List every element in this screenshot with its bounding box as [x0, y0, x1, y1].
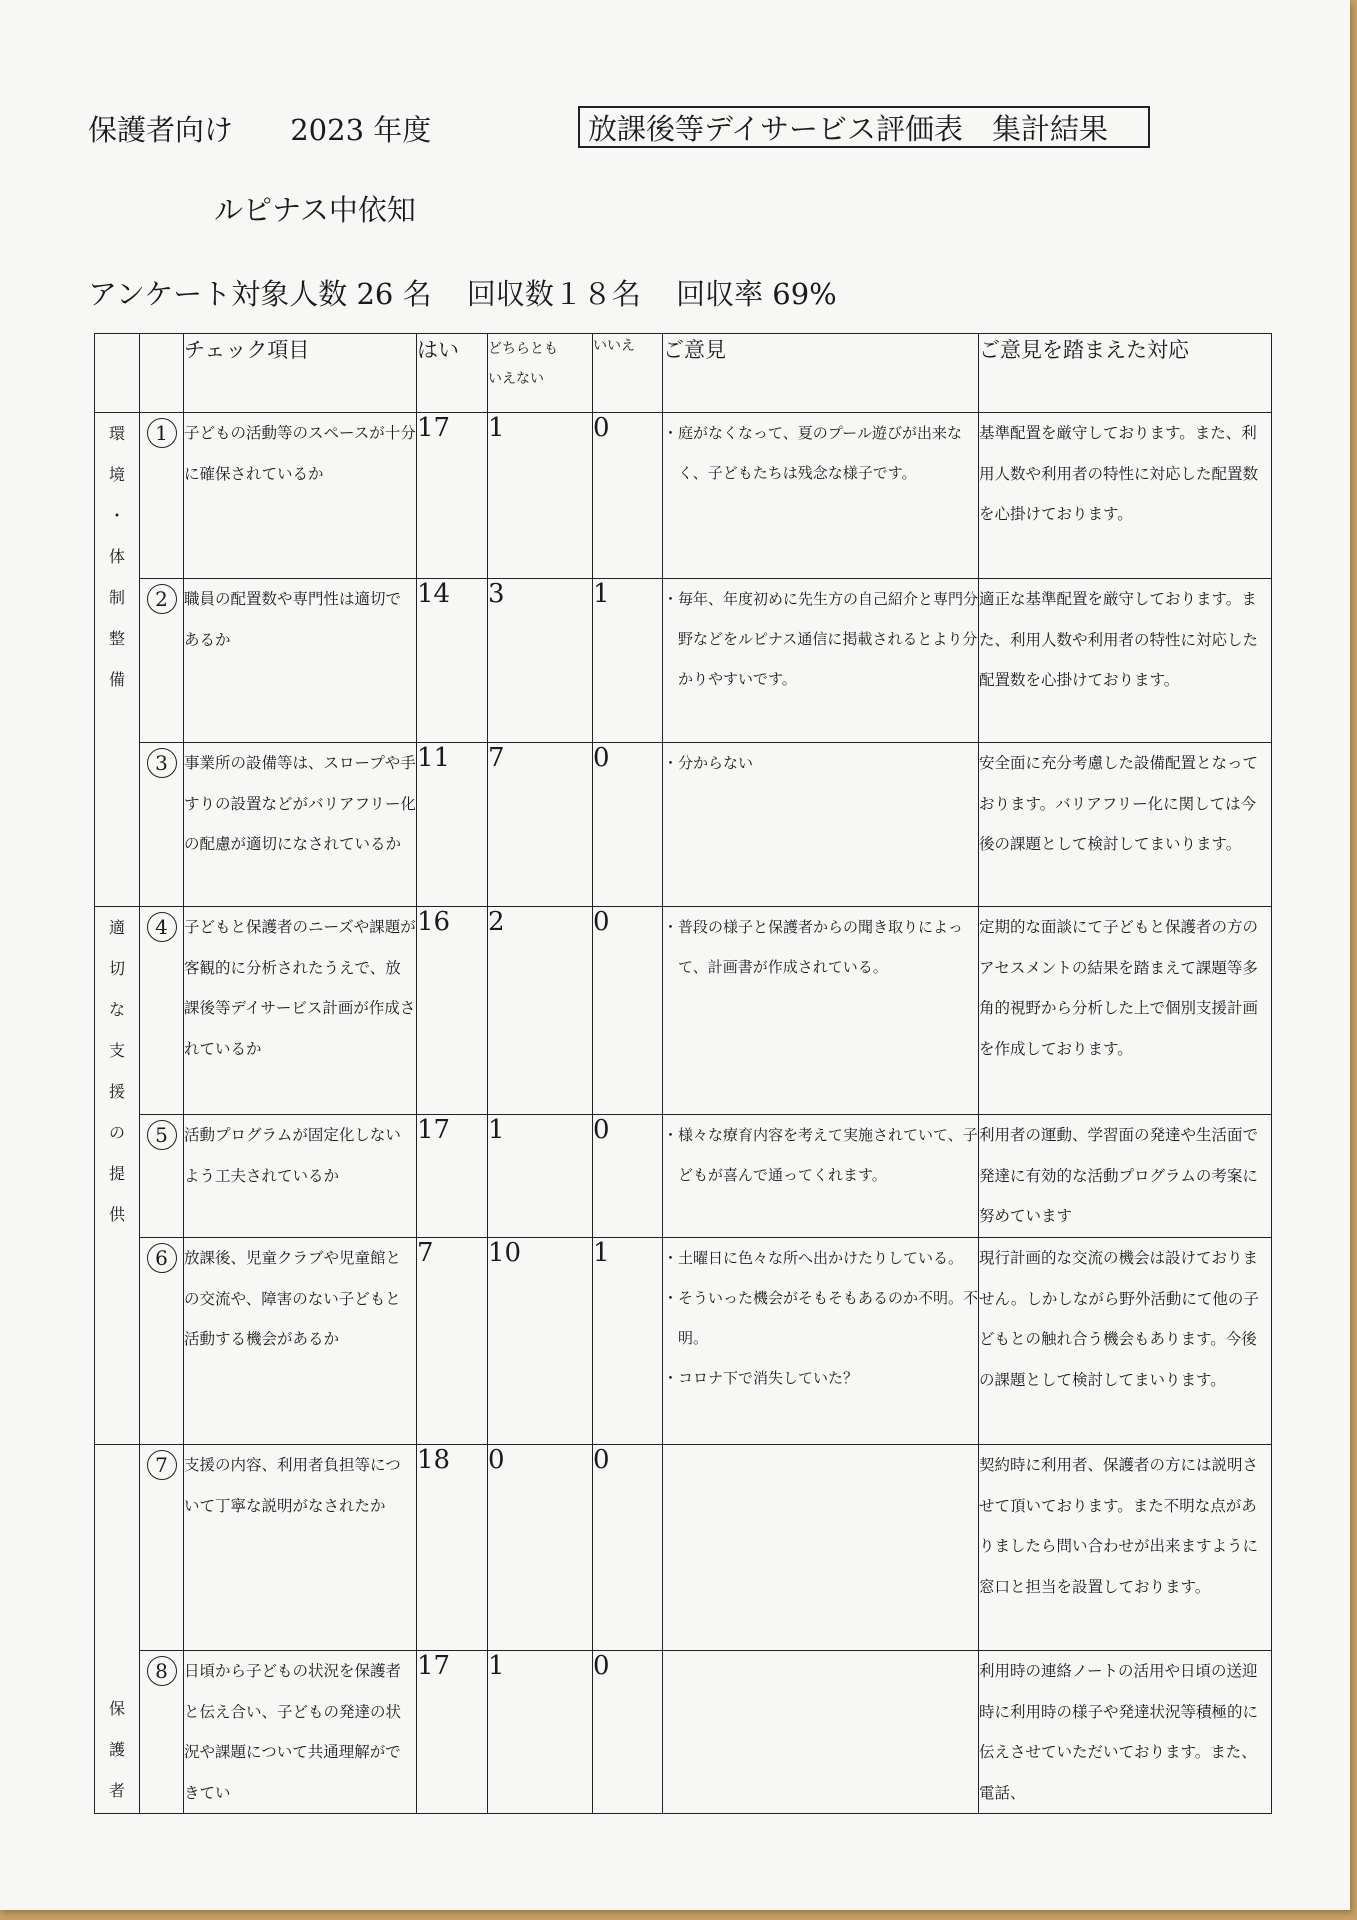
yes-count: 11: [417, 743, 488, 907]
category-char: 支: [108, 1041, 125, 1060]
category-char: 体: [108, 547, 125, 566]
check-item-text: 職員の配置数や専門性は適切であるか: [184, 579, 417, 743]
category-char: な: [108, 1000, 125, 1019]
document-header: [88, 108, 431, 149]
opinion-cell: [663, 907, 979, 1115]
table-row: [95, 743, 1272, 907]
check-item-text: 日頃から子どもの状況を保護者と伝え合い、子どもの発達の状況や課題について共通理解ができてい: [184, 1651, 417, 1814]
check-item-text: 支援の内容、利用者負担等について丁寧な説明がなされたか: [184, 1445, 417, 1651]
neither-count: 7: [488, 743, 593, 907]
item-number: [140, 1115, 184, 1238]
item-number-circle: 6: [147, 1243, 177, 1273]
yes-count: 18: [417, 1445, 488, 1651]
category-guardian: [95, 1445, 140, 1814]
fiscal-year: 2023 年度: [290, 113, 432, 147]
opinion-text: ・毎年、年度初めに先生方の自己紹介と専門分野などをルピナス通信に掲載されるとより分かりやすいです。: [663, 590, 979, 688]
neither-count: 0: [488, 1445, 593, 1651]
response-text: 契約時に利用者、保護者の方には説明させて頂いております。また不明な点がありましたら問い合わせが出来ますように窓口と担当を設置しております。: [979, 1445, 1272, 1651]
header-neither-line1: どちらとも: [488, 341, 558, 357]
no-count: 0: [593, 1115, 663, 1238]
category-char: 適: [108, 918, 125, 937]
no-count: 0: [593, 413, 663, 579]
table-row: [95, 1238, 1272, 1445]
item-number-circle: 1: [147, 418, 177, 448]
no-count: 0: [593, 1651, 663, 1814]
response-text: 安全面に充分考慮した設備配置となっております。バリアフリー化に関しては今後の課題として検討してまいります。: [979, 743, 1272, 907]
header-yes: はい: [417, 334, 488, 413]
survey-returns: 回収数１８名: [466, 277, 641, 311]
no-count: 1: [593, 1238, 663, 1445]
yes-count: 14: [417, 579, 488, 743]
opinion-text: ・普段の様子と保護者からの聞き取りによって、計画書が作成されている。: [663, 918, 964, 976]
check-item-text: 事業所の設備等は、スロープや手すりの設置などがバリアフリー化の配慮が適切になされているか: [184, 743, 417, 907]
item-number-circle: 2: [147, 584, 177, 614]
item-number: [140, 1238, 184, 1445]
category-support: [95, 907, 140, 1445]
table-row: [95, 413, 1272, 579]
response-text: 基準配置を厳守しております。また、利用人数や利用者の特性に対応した配置数を心掛けております。: [979, 413, 1272, 579]
opinion-text: ・土曜日に色々な所へ出かけたりしている。: [663, 1249, 964, 1267]
opinion-text: ・庭がなくなって、夏のプール遊びが出来なく、子どもたちは残念な様子です。: [663, 424, 962, 482]
no-count: 0: [593, 1445, 663, 1651]
table-row: [95, 1445, 1272, 1651]
category-char: の: [108, 1123, 125, 1142]
response-text: 利用者の運動、学習面の発達や生活面で発達に有効的な活動プログラムの考案に努めています: [979, 1115, 1272, 1238]
neither-count: 1: [488, 1651, 593, 1814]
document-title: 放課後等デイサービス評価表 集計結果: [578, 106, 1150, 148]
opinion-cell: [663, 1651, 979, 1814]
neither-count: 1: [488, 413, 593, 579]
item-number: [140, 413, 184, 579]
yes-count: 16: [417, 907, 488, 1115]
category-char: 提: [108, 1164, 125, 1183]
neither-count: 3: [488, 579, 593, 743]
category-char: 護: [108, 1740, 125, 1760]
neither-count: 10: [488, 1238, 593, 1445]
opinion-text: ・そういった機会がそもそもあるのか不明。不明。: [663, 1289, 979, 1347]
table-row: [95, 579, 1272, 743]
opinion-cell: [663, 1445, 979, 1651]
category-char: 備: [108, 670, 125, 689]
opinion-cell: [663, 1115, 979, 1238]
opinion-cell: [663, 1238, 979, 1445]
category-char: 境: [108, 465, 125, 484]
check-item-text: 活動プログラムが固定化しないよう工夫されているか: [184, 1115, 417, 1238]
response-text: 適正な基準配置を厳守しております。また、利用人数や利用者の特性に対応した配置数を心掛けております。: [979, 579, 1272, 743]
item-number-circle: 3: [147, 748, 177, 778]
header-check-item: チェック項目: [184, 334, 417, 413]
yes-count: 17: [417, 1115, 488, 1238]
facility-name: ルピナス中依知: [214, 193, 416, 227]
category-char: ・: [108, 506, 125, 525]
no-count: 0: [593, 743, 663, 907]
survey-rate: 回収率 69%: [676, 277, 837, 311]
category-environment: [95, 413, 140, 907]
table-header-row: [95, 334, 1272, 413]
item-number-circle: 8: [147, 1656, 177, 1686]
category-char: 保: [108, 1699, 125, 1719]
opinion-cell: [663, 413, 979, 579]
yes-count: 17: [417, 413, 488, 579]
opinion-text: ・分からない: [663, 754, 754, 772]
opinion-text: ・コロナ下で消失していた？: [663, 1369, 859, 1387]
header-neither: [488, 334, 593, 413]
item-number: [140, 579, 184, 743]
response-text: 定期的な面談にて子どもと保護者の方のアセスメントの結果を踏まえて課題等多角的視野から分析した上で個別支援計画を作成しております。: [979, 907, 1272, 1115]
category-char: 制: [108, 588, 125, 607]
table-row: [95, 1115, 1272, 1238]
category-char: 環: [108, 424, 125, 443]
header-neither-line2: いえない: [488, 371, 544, 387]
response-text: 現行計画的な交流の機会は設けておりません。しかしながら野外活動にて他の子どもとの触れ合う機会もあります。今後の課題として検討してまいります。: [979, 1238, 1272, 1445]
item-number: [140, 1445, 184, 1651]
check-item-text: 放課後、児童クラブや児童館との交流や、障害のない子どもと活動する機会があるか: [184, 1238, 417, 1445]
neither-count: 2: [488, 907, 593, 1115]
category-char: 援: [108, 1082, 125, 1101]
category-char: 者: [108, 1781, 125, 1801]
table-row: [95, 907, 1272, 1115]
survey-summary: [88, 272, 863, 313]
survey-targets: アンケート対象人数 26 名: [88, 277, 432, 311]
item-number-circle: 7: [147, 1450, 177, 1480]
item-number-circle: 5: [147, 1120, 177, 1150]
header-opinion: ご意見: [663, 334, 979, 413]
header-blank-number: [140, 334, 184, 413]
neither-count: 1: [488, 1115, 593, 1238]
check-item-text: 子どもの活動等のスペースが十分に確保されているか: [184, 413, 417, 579]
evaluation-table: [94, 333, 1272, 1814]
audience-label: 保護者向け: [88, 113, 234, 147]
category-char: 整: [108, 629, 125, 648]
check-item-text: 子どもと保護者のニーズや課題が客観的に分析されたうえで、放課後等デイサービス計画が作成されているか: [184, 907, 417, 1115]
header-no: いいえ: [593, 334, 663, 413]
yes-count: 7: [417, 1238, 488, 1445]
table-row: [95, 1651, 1272, 1814]
category-char: 供: [108, 1205, 125, 1224]
item-number-circle: 4: [147, 912, 177, 942]
header-blank-category: [95, 334, 140, 413]
opinion-cell: [663, 579, 979, 743]
response-text: 利用時の連絡ノートの活用や日頃の送迎時に利用時の様子や発達状況等積極的に伝えさせていただいております。また、電話、: [979, 1651, 1272, 1814]
header-response: ご意見を踏まえた対応: [979, 334, 1272, 413]
no-count: 1: [593, 579, 663, 743]
category-char: 切: [108, 959, 125, 978]
item-number: [140, 907, 184, 1115]
item-number: [140, 1651, 184, 1814]
opinion-text: ・様々な療育内容を考えて実施されていて、子どもが喜んで通ってくれます。: [663, 1126, 978, 1184]
no-count: 0: [593, 907, 663, 1115]
yes-count: 17: [417, 1651, 488, 1814]
item-number: [140, 743, 184, 907]
opinion-cell: [663, 743, 979, 907]
